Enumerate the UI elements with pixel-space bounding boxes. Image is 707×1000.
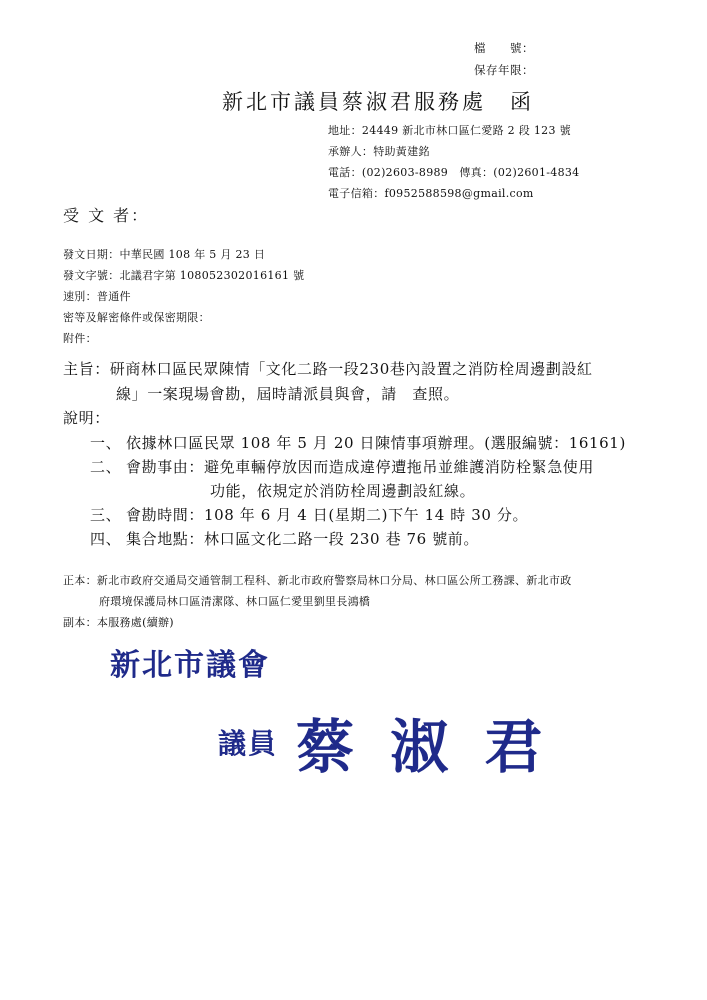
contact-address: 地址：24449 新北市林口區仁愛路 2 段 123 號	[328, 124, 571, 137]
explanation-item-text: 功能，依規定於消防栓周邊劃設紅線。	[210, 482, 476, 500]
contact-email: 電子信箱：f0952588598@gmail.com	[328, 187, 534, 200]
retention-label: 保存年限：	[474, 63, 534, 77]
doc-meta	[63, 244, 304, 349]
explanation-item-text: 集合地點：林口區文化二路一段 230 巷 76 號前。	[126, 530, 479, 548]
explanation-item-num: 二、	[90, 458, 122, 476]
explanation-item-text: 會勘事由：避免車輛停放因而造成違停遭拖吊並維護消防栓緊急使用	[126, 458, 595, 476]
recipient-label: 受 文 者：	[63, 206, 150, 225]
contact-phone-fax: 電話：(02)2603-8989 傳真：(02)2601-4834	[328, 166, 580, 179]
explanation-item-num: 四、	[90, 530, 122, 548]
attachment: 附件：	[63, 332, 97, 345]
distribution-copy: 副本：本服務處(續辦)	[63, 616, 174, 629]
explanation-item-num: 三、	[90, 506, 122, 524]
send-date: 發文日期：中華民國 108 年 5 月 23 日	[63, 248, 266, 261]
subject-line-2: 線」一案現場會勘，屆時請派員與會，請 查照。	[116, 385, 460, 403]
council-stamp: 新北市議會	[110, 648, 270, 683]
distribution-main-2: 府環境保護局林口區清潔隊、林口區仁愛里劉里長鴻橋	[99, 595, 371, 608]
speed-class: 速別：普通件	[63, 290, 131, 303]
doc-number: 發文字號：北議君字第 108052302016161 號	[63, 269, 305, 282]
councilor-title-stamp: 議員	[218, 727, 279, 760]
councilor-name-stamp: 蔡 淑 君	[296, 713, 551, 781]
secrecy-level: 密等及解密條件或保密期限：	[63, 311, 210, 324]
file-number-label: 檔 號：	[474, 41, 534, 55]
explanation-item-num: 一、	[90, 434, 122, 452]
distribution-main-1: 正本：新北市政府交通局交通管制工程科、新北市政府警察局林口分局、林口區公所工務課、新北市政	[63, 574, 572, 587]
contact-block	[328, 120, 579, 204]
org-title: 新北市議員蔡淑君服務處 函	[222, 90, 534, 114]
subject-line-1: 主旨：研商林口區民眾陳情「文化二路一段230巷內設置之消防栓周邊劃設紅	[63, 360, 593, 378]
explanation-heading: 說明：	[63, 409, 110, 427]
explanation-item-text: 會勘時間：108 年 6 月 4 日(星期二)下午 14 時 30 分。	[126, 506, 529, 524]
explanation-item-text: 依據林口區民眾 108 年 5 月 20 日陳情事項辦理。(選服編號：16161)	[126, 434, 626, 452]
contact-handler: 承辦人：特助黃建銘	[328, 145, 430, 158]
